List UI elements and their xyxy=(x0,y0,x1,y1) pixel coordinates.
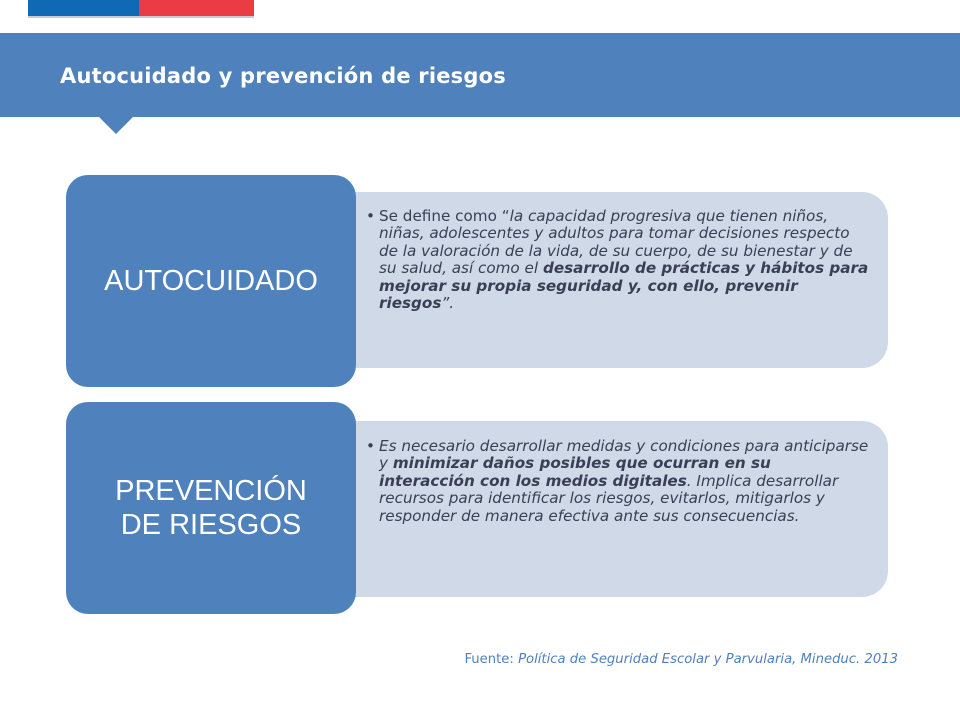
autocuidado-definition-card xyxy=(320,192,888,368)
prevencion-bold-italic: minimizar daños posibles que ocurran en su interacción con los medios digitales xyxy=(379,454,771,490)
prevencion-italic-2: . Implica desarrollar recursos para identificar los riesgos, evitarlos, mitigarlos y responder de manera efectiva ante sus consecuencias. xyxy=(379,471,839,525)
slide-title: Autocuidado y prevención de riesgos xyxy=(60,64,506,88)
autocuidado-definition-text xyxy=(366,208,870,312)
autocuidado-bullet xyxy=(366,208,870,312)
prevencion-description-text xyxy=(366,438,870,525)
definition-bold-italic: desarrollo de prácticas y hábitos para mejorar su propia seguridad y, con ello, prevenir riesgos xyxy=(379,259,869,313)
prevencion-description-card xyxy=(320,421,888,597)
source-prefix: Fuente: xyxy=(464,652,519,667)
flag-underline xyxy=(28,16,254,18)
banner-pointer xyxy=(99,117,133,134)
source-citation xyxy=(464,652,898,667)
definition-close: ”. xyxy=(441,294,455,313)
prevencion-bullet xyxy=(366,438,870,525)
autocuidado-tile xyxy=(66,175,356,387)
definition-intro: Se define como “ xyxy=(379,207,510,225)
autocuidado-label: AUTOCUIDADO xyxy=(104,265,318,297)
prevencion-tile xyxy=(66,402,356,614)
source-text: Política de Seguridad Escolar y Parvularia, Mineduc. 2013 xyxy=(518,652,898,667)
flag-red-bar xyxy=(139,0,254,16)
prevencion-label: PREVENCIÓN DE RIESGOS xyxy=(115,475,307,541)
flag-blue-bar xyxy=(28,0,139,16)
prevencion-italic-1: Es necesario desarrollar medidas y condiciones para anticiparse y xyxy=(379,437,869,473)
definition-italic: la capacidad progresiva que tienen niños, niñas, adolescentes y adultos para tomar decisiones respecto de la valoración de la vida, de su cuerpo, de su bienestar y de su salud, así como el xyxy=(379,207,853,278)
flag-stripe xyxy=(28,0,254,20)
